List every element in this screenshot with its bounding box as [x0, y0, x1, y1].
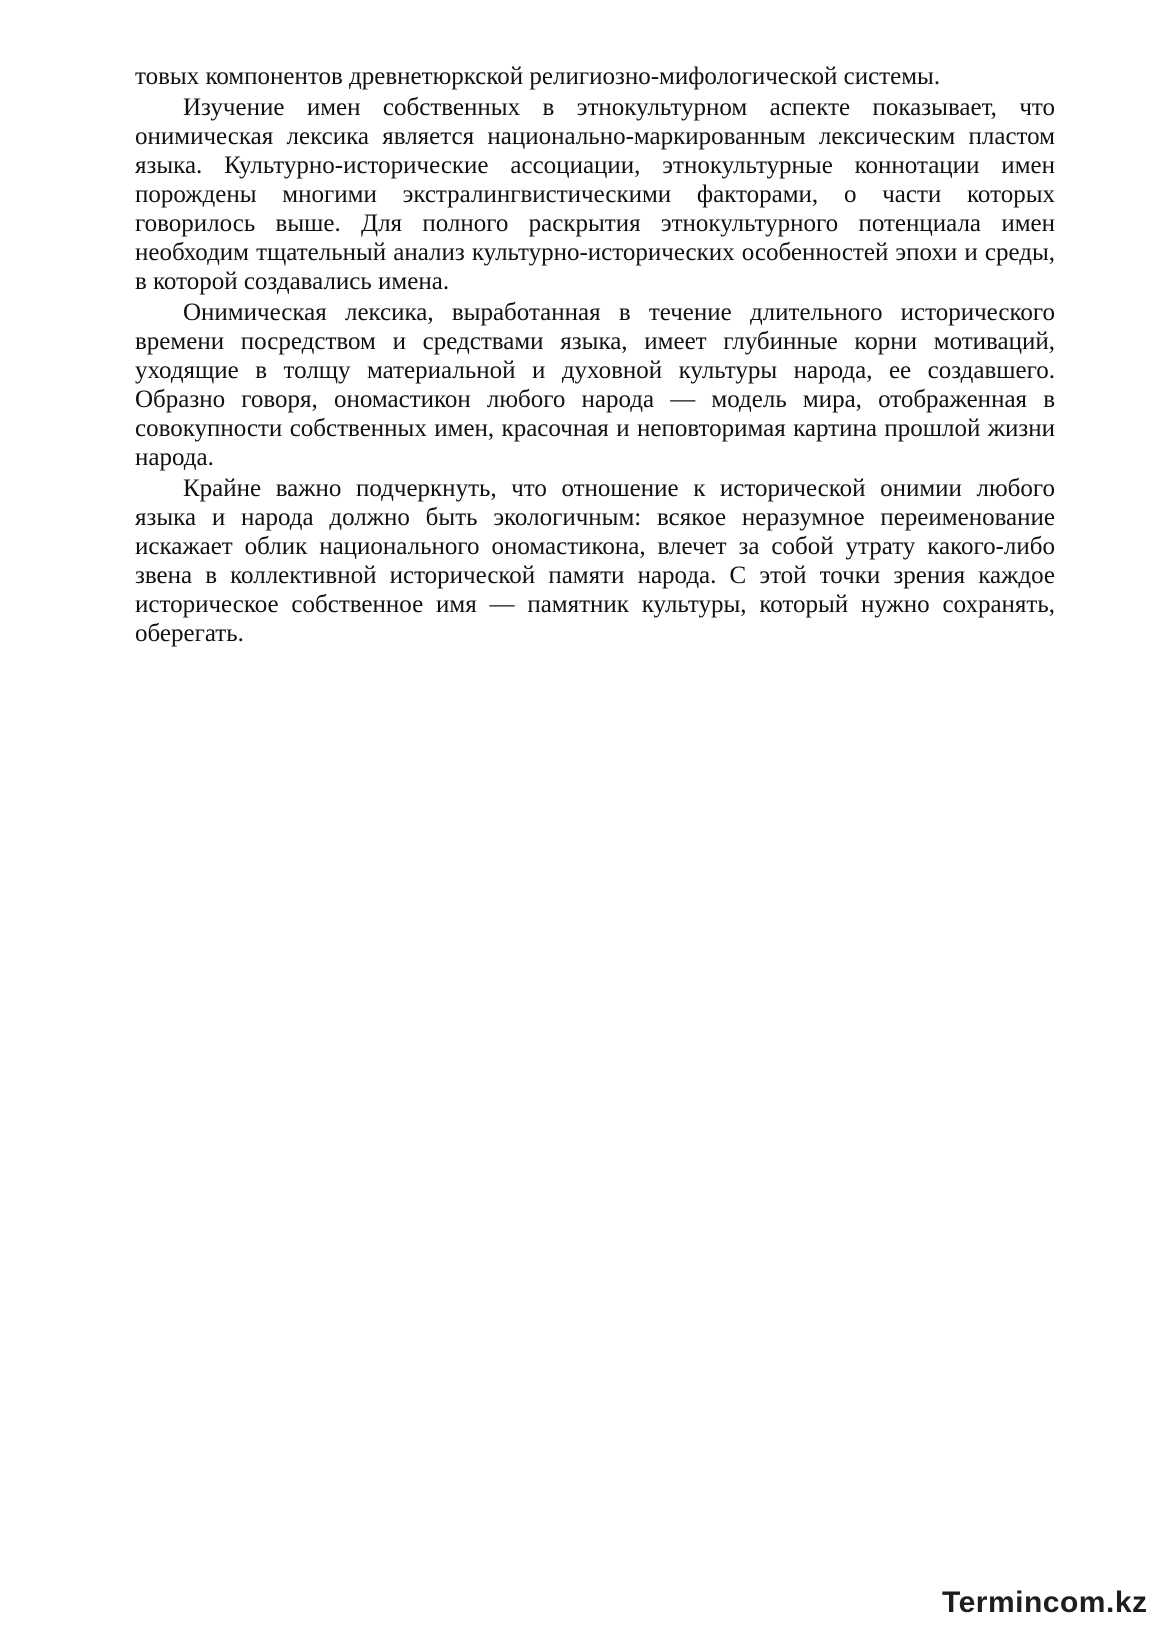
paragraph-ecological-attitude: Крайне важно подчеркнуть, что отношение к исторической онимии любого языка и народа должно быть экологичным: всякое неразумное переименование искажает облик национального ономастикона, влечет за собой утрату какого-либо звена в коллективной исторической памяти народа. С этой точки зрения каждое историческое собственное имя — памятник культуры, который нужно сохранять, оберегать.	[135, 475, 1055, 647]
body-text	[135, 62, 1055, 650]
termincom-watermark: Termincom.kz	[942, 1586, 1148, 1619]
paragraph-onymic-lexicon: Онимическая лексика, выработанная в течение длительного исторического времени посредством и средствами языка, имеет глубинные корни мотиваций, уходящие в толщу материальной и духовной культуры народа, ее создавшего. Образно говоря, ономастикон любого народа — модель мира, отображенная в совокупности собственных имен, красочная и неповторимая картина прошлой жизни народа.	[135, 299, 1055, 471]
paragraph-onomastics-ethnoculture: Изучение имен собственных в этнокультурном аспекте показывает, что онимическая лексика является национально-маркированным лексическим пластом языка. Культурно-исторические ассоциации, этнокультурные коннотации имен порождены многими экстралингвистическими факторами, о части которых говорилось выше. Для полного раскрытия этнокультурного потенциала имен необходим тщательный анализ культурно-исторических особенностей эпохи и среды, в которой создавались имена.	[135, 94, 1055, 295]
paragraph-continuation: товых компонентов древнетюркской религиозно-мифологической системы.	[135, 63, 941, 90]
